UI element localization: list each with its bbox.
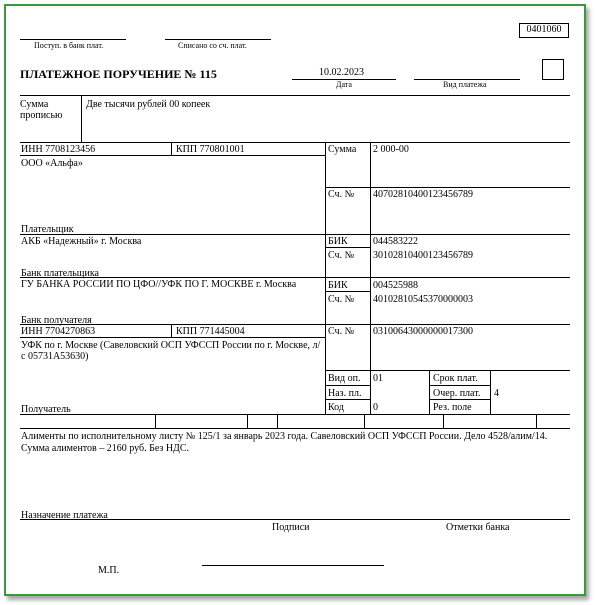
recipient-acc-label: Сч. № xyxy=(328,326,355,337)
signature-line xyxy=(202,565,384,566)
payer-bank-bik: 044583222 xyxy=(373,236,418,247)
received-bank-label: Поступ. в банк плат. xyxy=(34,41,104,50)
op-srok-label: Срок плат. xyxy=(433,373,478,384)
payment-purpose-text: Алименты по исполнительному листу № 125/1 за январь 2023 года. Савеловский ОСП УФССП России. Дело 4528/алим/14. Сумма алиментов – 2160 руб. Без НДС. xyxy=(21,431,548,454)
signatures-label: Подписи xyxy=(272,522,310,533)
recipient-bank-acc-label: Сч. № xyxy=(328,294,355,305)
recipient-bank-top-line xyxy=(20,277,570,278)
op-rez-label: Рез. поле xyxy=(433,402,472,413)
op-row-line-2 xyxy=(325,399,370,400)
op-kod-value: 0 xyxy=(373,402,378,413)
op-top-line xyxy=(325,370,570,371)
amount-words-value: Две тысячи рублей 00 копеек xyxy=(86,99,211,110)
recipient-inn-bottom-line xyxy=(20,337,325,338)
amount-value: 2 000-00 xyxy=(373,144,409,155)
op-vid-value: 01 xyxy=(373,373,383,384)
payer-inn: ИНН 7708123456 xyxy=(21,144,96,155)
payer-bank-name: АКБ «Надежный» г. Москва xyxy=(21,236,142,247)
op-ocher-value: 4 xyxy=(494,388,499,399)
payer-label: Плательщик xyxy=(21,224,74,235)
tax-cell-divider-4 xyxy=(364,414,365,428)
recipient-acc: 03100643000000017300 xyxy=(373,326,473,337)
op-row-line-4 xyxy=(429,399,490,400)
form-code xyxy=(519,23,569,38)
op-row-line-1 xyxy=(325,385,370,386)
payer-inn-kpp-divider xyxy=(171,142,172,155)
tax-row-top-line xyxy=(20,414,570,415)
payer-name: ООО «Альфа» xyxy=(21,158,83,169)
tax-cell-divider-6 xyxy=(536,414,537,428)
op-divider-1 xyxy=(429,370,430,414)
recipient-bank-bik-label: БИК xyxy=(328,280,348,291)
recipient-kpp: КПП 771445004 xyxy=(176,326,245,337)
payer-bank-bik-label: БИК xyxy=(328,236,348,247)
payer-account-value: 40702810400123456789 xyxy=(373,189,473,200)
payer-inn-top-line xyxy=(20,142,570,143)
tax-row-bottom-line xyxy=(20,428,570,429)
purpose-bottom-line xyxy=(20,519,570,520)
payer-bank-acc-label: Сч. № xyxy=(328,250,355,261)
received-bank-line xyxy=(20,39,126,40)
recipient-inn-kpp-divider xyxy=(171,324,172,337)
payer-kpp: КПП 770801001 xyxy=(176,144,245,155)
payer-bank-acc: 30102810400123456789 xyxy=(373,250,473,261)
op-vid-label: Вид оп. xyxy=(328,373,361,384)
form-code-value: 0401060 xyxy=(526,24,562,35)
status-box xyxy=(542,59,564,80)
payer-account-label: Сч. № xyxy=(328,189,355,200)
op-row-line-3 xyxy=(429,385,490,386)
recipient-label: Получатель xyxy=(21,404,71,415)
col-divider-2 xyxy=(370,142,371,414)
op-naz-label: Наз. пл. xyxy=(328,388,362,399)
payer-account-top-line xyxy=(325,187,570,188)
amount-words-top-line xyxy=(20,95,570,96)
recipient-name: УФК по г. Москве (Савеловский ОСП УФССП России по г. Москве, л/с 05731А53630) xyxy=(21,340,321,362)
debited-line xyxy=(165,39,271,40)
tax-cell-divider-1 xyxy=(155,414,156,428)
recipient-bank-label: Банк получателя xyxy=(21,315,92,326)
recipient-bank-bik: 004525988 xyxy=(373,280,418,291)
payment-type-label: Вид платежа xyxy=(443,80,487,89)
tax-cell-divider-2 xyxy=(247,414,248,428)
amount-words-divider xyxy=(81,95,82,142)
amount-label: Сумма xyxy=(328,144,357,155)
tax-cell-divider-3 xyxy=(277,414,278,428)
debited-label: Списано со сч. плат. xyxy=(178,41,247,50)
recipient-inn: ИНН 7704270863 xyxy=(21,326,96,337)
payment-order-form xyxy=(4,4,586,596)
op-kod-label: Код xyxy=(328,402,344,413)
tax-cell-divider-5 xyxy=(443,414,444,428)
recipient-inn-top-line xyxy=(20,324,570,325)
date-value: 10.02.2023 xyxy=(319,67,364,78)
col-divider-1 xyxy=(325,142,326,414)
recipient-bank-bik-line xyxy=(325,291,370,292)
stamp-place-label: М.П. xyxy=(98,565,120,576)
payment-purpose-label: Назначение платежа xyxy=(21,510,108,521)
recipient-bank-acc: 40102810545370000003 xyxy=(373,294,473,305)
bank-marks-label: Отметки банка xyxy=(446,522,510,533)
payer-bank-bik-line xyxy=(325,247,370,248)
document-title: ПЛАТЕЖНОЕ ПОРУЧЕНИЕ № 115 xyxy=(20,67,217,81)
op-ocher-label: Очер. плат. xyxy=(433,388,481,399)
op-divider-2 xyxy=(490,370,491,414)
recipient-bank-name: ГУ БАНКА РОССИИ ПО ЦФО//УФК ПО Г. МОСКВЕ г. Москва xyxy=(21,279,297,290)
payer-bank-top-line xyxy=(20,234,570,235)
payer-bank-label: Банк плательщика xyxy=(21,268,99,279)
payer-inn-bottom-line xyxy=(20,155,325,156)
date-label: Дата xyxy=(336,80,352,89)
amount-words-label: Сумма прописью xyxy=(20,99,63,121)
